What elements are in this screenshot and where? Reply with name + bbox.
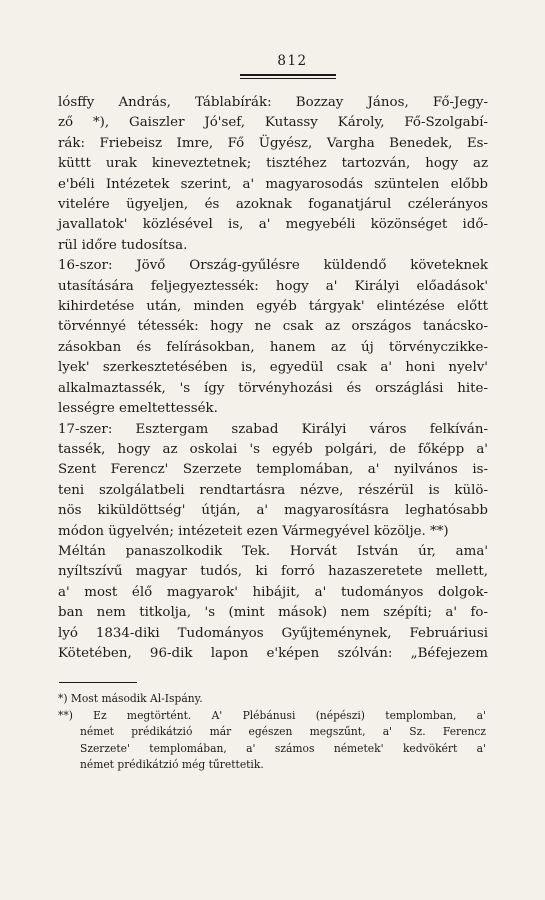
text-line: törvénnyé tétessék: hogy ne csak az országos tanácsko- — [58, 319, 488, 335]
footnote-line: **) Ez megtörtént. A' Plébánusi (népészi) templomban, a' — [58, 708, 486, 722]
text-line: ző *), Gaiszler Jó'sef, Kutassy Károly, Fő-Szolgabí- — [58, 115, 488, 131]
footnote-line: *) Most második Al-Ispány. — [58, 692, 203, 706]
text-line: Kötetében, 96-dik lapon e'képen szólván: „Béfejezem — [58, 645, 488, 661]
text-line: Szent Ferencz' Szerzete templomában, a' nyilvános is- — [58, 462, 488, 478]
body-text — [58, 93, 487, 664]
text-line: vitelére ügyeljen, és azoknak foganatjárul czélerányos — [58, 197, 488, 213]
text-line: lyó 1834-diki Tudományos Gyűjteménynek, Februáriusi — [58, 625, 488, 641]
page-number: 812 — [277, 53, 308, 69]
text-line: tassék, hogy az oskolai 's egyéb polgári, de főképp a' — [58, 441, 488, 457]
footnote-line: német prédikátzió még tűrettetik. — [80, 758, 264, 771]
text-line: Méltán panaszolkodik Tek. Horvát István úr, ama' — [58, 543, 488, 559]
text-line: zásokban és felírásokban, hanem az új törvényczikke- — [58, 339, 488, 355]
text-line: utasítására feljegyeztessék: hogy a' Királyi előadások' — [58, 278, 488, 294]
text-line: teni szolgálatbeli rendtartásra nézve, részérül is külö- — [58, 482, 488, 498]
text-line: lyek' szerkesztetésében is, egyedül csak a' honi nyelv' — [58, 360, 488, 376]
text-line: küttt urak kineveztetnek; tisztéhez tartozván, hogy az — [58, 156, 488, 172]
text-line: nyíltszívű magyar tudós, ki forró hazaszeretete mellett, — [58, 564, 488, 580]
footnotes — [58, 691, 487, 773]
header-rule — [240, 74, 336, 79]
text-line: rül időre tudosítsa. — [58, 237, 188, 253]
text-line: a' most élő magyarok' hibájit, a' tudományos dolgok- — [58, 584, 488, 600]
text-line: 16-szor: Jövő Ország-gyűlésre küldendő követeknek — [58, 258, 488, 274]
text-line: alkalmaztassék, 's így törvényhozási és országlási hite- — [58, 380, 488, 396]
text-line: lességre emeltettessék. — [58, 401, 218, 417]
footnote-rule — [59, 682, 137, 683]
text-line: lósffy András, Táblabírák: Bozzay János, Fő-Jegy- — [58, 95, 488, 110]
text-line: módon ügyelvén; intézeteit ezen Vármegyével közölje. **) — [58, 523, 449, 539]
text-line: rák: Friebeisz Imre, Fő Ügyész, Vargha Benedek, Es- — [58, 135, 488, 151]
text-line: javallatok' közlésével is, a' megyebéli közönséget idő- — [58, 217, 488, 233]
footnote-line: Szerzete' templomában, a' számos németek' kedvökért a' — [80, 741, 486, 755]
text-line: kihirdetése után, minden egyéb tárgyak' elintézése előtt — [58, 299, 488, 315]
text-line: nös kiküldöttség' útján, a' magyarosításra leghatósabb — [58, 503, 488, 519]
text-line: e'béli Intézetek szerint, a' magyarosodás szüntelen előbb — [58, 176, 488, 192]
text-line: ban nem titkolja, 's (mint mások) nem szépíti; a' fo- — [58, 605, 488, 621]
text-line: 17-szer: Esztergam szabad Királyi város felkíván- — [58, 421, 488, 437]
footnote-line: német prédikátzió már egészen megszűnt, a' Sz. Ferencz — [80, 725, 486, 739]
